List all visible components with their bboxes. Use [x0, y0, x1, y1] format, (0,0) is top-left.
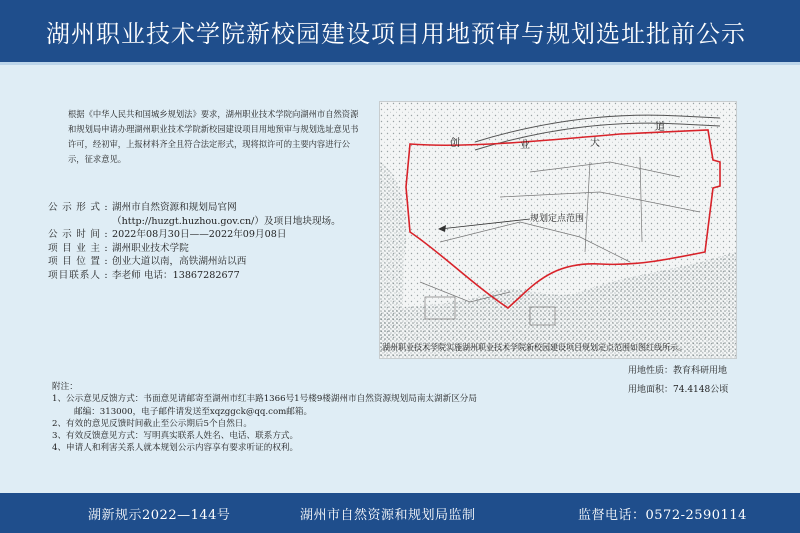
spacer	[100, 215, 112, 229]
header-banner	[0, 0, 800, 65]
road-char: 大	[590, 138, 600, 149]
project-contact-value: 李老师 电话：13867282677	[112, 269, 240, 281]
publicity-form-value: 湖州市自然资源和规划局官网	[112, 202, 237, 213]
notes-title: 附注：	[52, 382, 78, 392]
publicity-time-value: 2022年08月30日——2022年09月08日	[112, 229, 287, 240]
project-info	[48, 201, 368, 282]
map-caption: 湖州职业技术学院实施湖州职业技术学院新校园建设项目规划定点范围如图红线所示。	[382, 343, 686, 352]
colon: :	[104, 229, 108, 240]
note-line: 2、有效的意见反馈时间截止至公示期后5个自然日。	[52, 418, 252, 429]
publicity-form-url[interactable]: （http://huzgt.huzhou.gov.cn/）及项目地块现场。	[112, 215, 341, 227]
colon: :	[104, 256, 108, 267]
road-char: 道	[655, 122, 665, 133]
publicity-time-row	[48, 228, 368, 242]
project-contact-row	[48, 269, 368, 283]
document-number: 湖新规示2022—144号	[88, 508, 231, 523]
road-char: 创	[450, 138, 460, 149]
colon: :	[104, 242, 108, 254]
land-nature: 用地性质：教育科研用地	[628, 366, 728, 376]
intro-paragraph: 根据《中华人民共和国城乡规划法》要求，湖州职业技术学院向湖州市自然资源和规划局申请办理湖州职业技术学院新校园建设项目用地预审与规划选址意见书许可，经初审，上报材料齐全且符合法定形式，现将拟许可的主要内容进行公示，征求意见。	[68, 109, 359, 164]
publicity-time-label: 公示时间	[48, 229, 100, 240]
note-line: 1、公示意见反馈方式：书面意见请邮寄至湖州市红丰路1366号1号楼9楼湖州市自然资源规划局南太湖新区分局	[52, 394, 477, 405]
site-plan-map	[379, 101, 737, 359]
note-line: 3、有效反馈意见方式：写明真实联系人姓名、电话、联系方式。	[52, 431, 299, 442]
supervision-phone: 监督电话：0572-2590114	[578, 508, 747, 523]
page-title: 湖州职业技术学院新校园建设项目用地预审与规划选址批前公示	[46, 20, 746, 48]
project-owner-label: 项目业主	[48, 242, 100, 254]
publicity-form-row	[48, 201, 368, 215]
road-char: 业	[520, 140, 530, 151]
project-owner-value: 湖州职业技术学院	[112, 242, 189, 254]
colon: :	[104, 202, 108, 213]
project-location-row	[48, 255, 368, 269]
publicity-form-row-2	[48, 215, 368, 229]
note-line: 4、申请人和利害关系人就本规划公示内容享有要求听证的权利。	[52, 443, 299, 454]
note-line: 邮编：313000，电子邮件请发送至xqzggck@qq.com邮箱。	[74, 406, 313, 417]
spacer	[48, 215, 100, 229]
publicity-form-label: 公示形式	[48, 202, 100, 213]
project-contact-label: 项目联系人	[48, 269, 100, 281]
project-owner-row	[48, 242, 368, 256]
supervisor-text: 湖州市自然资源和规划局监制	[300, 508, 476, 523]
land-area: 用地面积：74.4148公顷	[628, 385, 729, 395]
footer-banner	[0, 493, 800, 533]
range-label: 规划定点范围	[530, 214, 585, 224]
colon: :	[104, 269, 108, 281]
land-info	[628, 362, 728, 400]
site-plan-svg	[380, 102, 736, 358]
project-location-label: 项目位置	[48, 256, 100, 267]
notes-section	[52, 381, 612, 455]
project-location-value: 创业大道以南，高铁湖州站以西	[112, 256, 247, 267]
